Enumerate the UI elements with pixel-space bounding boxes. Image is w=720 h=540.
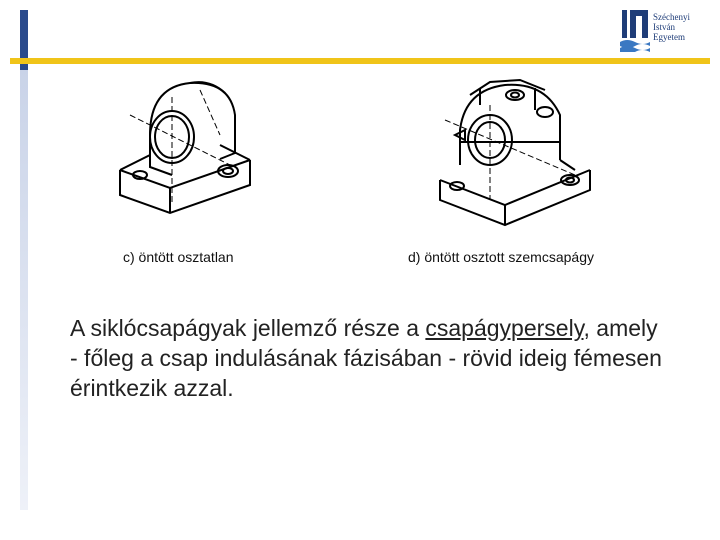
body-paragraph [70, 313, 670, 403]
caption-undivided: c) öntött osztatlan [123, 249, 234, 265]
undivided-bearing-drawing [110, 75, 260, 215]
side-accent-bar-light [20, 70, 28, 510]
logo-text [653, 12, 690, 42]
key-term: csapágypersely [425, 315, 584, 341]
header-divider [10, 58, 710, 64]
university-logo [620, 6, 710, 54]
logo-line-2: István [653, 22, 675, 32]
logo-mark-icon [620, 8, 650, 52]
caption-divided: d) öntött osztott szemcsapágy [408, 249, 594, 265]
logo-line-1: Széchenyi [653, 12, 690, 22]
body-text-part-2: , amely - főleg a csap indulásának fázisában - rövid ideig fémesen érintkezik azzal. [70, 315, 662, 401]
logo-line-3: Egyetem [653, 32, 685, 42]
body-text-part-1: A siklócsapágyak jellemző része a [70, 315, 426, 341]
divided-bearing-drawing [435, 70, 595, 230]
